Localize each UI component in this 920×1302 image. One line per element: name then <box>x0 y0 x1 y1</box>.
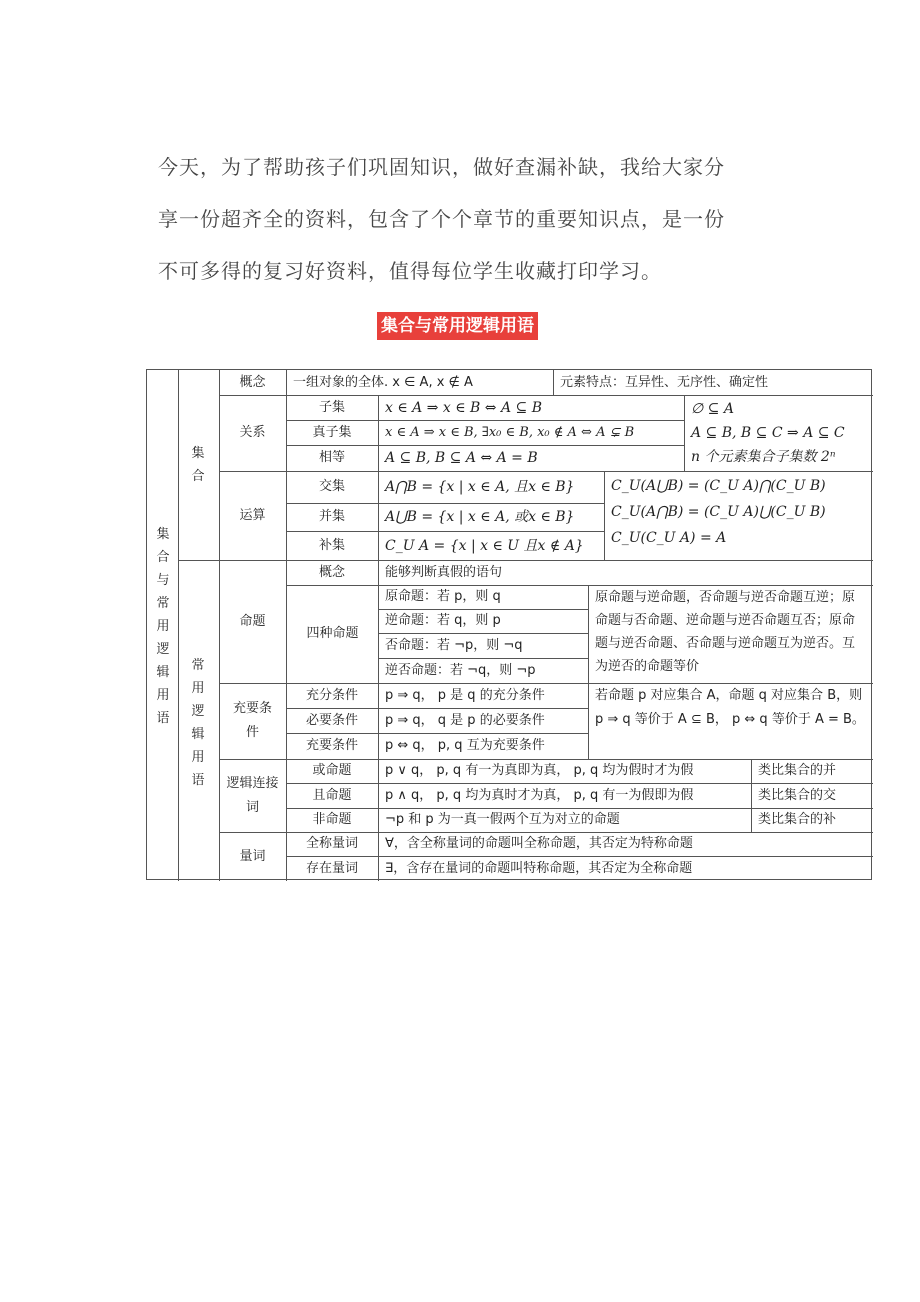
necessary-sufficient-def: p ⇔ q， p, q 互为充要条件 <box>385 738 545 753</box>
not-analogy: 类比集合的补 <box>758 812 837 827</box>
complement-definition: C_U A = {x | x ∈ U 且x ∉ A} <box>385 537 584 554</box>
complement-name: 补集 <box>318 537 345 553</box>
page-title: 集合与常用逻辑用语 <box>377 312 538 340</box>
sufficient-def: p ⇒ q， p 是 q 的充分条件 <box>385 687 545 703</box>
subset-name: 子集 <box>318 399 345 415</box>
intro-line: 今天，为了帮助孩子们巩固知识，做好查漏补缺，我给大家分 <box>158 155 725 179</box>
existential-def: ∃，含存在量词的命题叫特称命题，其否定为全称命题 <box>385 860 693 876</box>
original-proposition: 原命题：若 p，则 q <box>385 589 501 604</box>
operation-note: C_U(A⋃B) = (C_U A)⋂(C_U B) <box>611 478 826 494</box>
operation-label: 运算 <box>239 507 266 523</box>
operation-note: C_U(C_U A) = A <box>611 530 727 546</box>
or-def: p ∨ q， p, q 有一为真即为真， p, q 均为假时才为假 <box>385 763 694 778</box>
grid-line <box>588 585 589 759</box>
universal-def: ∀，含全称量词的命题叫全称命题，其否定为特称命题 <box>385 836 693 851</box>
connective-label: 逻辑连接词 <box>226 775 279 815</box>
logic-label: 常用逻辑用语 <box>191 658 205 788</box>
sufficient-name: 充分条件 <box>305 687 358 703</box>
proper-subset-name: 真子集 <box>312 424 352 440</box>
relation-note: ∅ ⊆ A <box>691 401 734 417</box>
and-def: p ∧ q， p, q 均为真时才为真， p, q 有一为假即为假 <box>385 787 694 803</box>
equal-name: 相等 <box>318 450 345 465</box>
condition-note: 若命题 p 对应集合 A，命题 q 对应集合 B，则 p ⇒ q 等价于 A ⊆ B， p ⇔ q 等价于 A = B。 <box>595 688 865 727</box>
prop-concept-name: 概念 <box>318 564 345 580</box>
and-name: 且命题 <box>312 787 352 803</box>
contrapositive-proposition: 逆否命题：若 ¬q，则 ¬p <box>385 662 536 678</box>
existential-name: 存在量词 <box>305 860 358 876</box>
and-analogy: 类比集合的交 <box>758 787 837 803</box>
converse-proposition: 逆命题：若 q，则 p <box>385 613 501 628</box>
necessary-name: 必要条件 <box>305 712 358 728</box>
quantifier-label: 量词 <box>239 848 266 864</box>
not-def: ¬p 和 p 为一真一假两个互为对立的命题 <box>385 812 620 827</box>
grid-line <box>178 370 179 881</box>
operation-notes <box>604 471 873 560</box>
root-label: 集合与常用逻辑用语 <box>156 527 170 726</box>
universal-name: 全称量词 <box>305 836 358 851</box>
proper-subset-definition: x ∈ A ⇒ x ∈ B, ∃x₀ ∈ B, x₀ ∉ A ⇔ A ⊊ B <box>385 424 635 440</box>
element-traits: 元素特点：互异性、无序性、确定性 <box>560 374 769 390</box>
relation-notes <box>684 395 873 471</box>
subset-definition: x ∈ A ⇒ x ∈ B ⇔ A ⊆ B <box>385 399 543 416</box>
concept-label: 概念 <box>239 374 266 390</box>
sets-label: 集合 <box>191 446 205 484</box>
intersection-name: 交集 <box>318 479 345 494</box>
concept-definition-text: 一组对象的全体. x ∈ A, x ∉ A <box>293 374 473 390</box>
union-definition: A⋃B = {x | x ∈ A, 或x ∈ B} <box>385 509 575 525</box>
prop-concept-def: 能够判断真假的语句 <box>385 564 503 580</box>
intro-line: 享一份超齐全的资料，包含了个个章节的重要知识点，是一份 <box>158 207 725 231</box>
relation-label: 关系 <box>239 425 266 440</box>
intro-line: 不可多得的复习好资料，值得每位学生收藏打印学习。 <box>158 259 662 283</box>
necessary-def: p ⇒ q， q 是 p 的必要条件 <box>385 712 545 728</box>
or-analogy: 类比集合的并 <box>758 763 837 778</box>
four-propositions-label: 四种命题 <box>306 626 359 641</box>
four-propositions-note: 原命题与逆命题，否命题与逆否命题互逆；原命题与否命题、逆命题与逆否命题互否；原命题与逆否命题、否命题与逆命题互为逆否。互为逆否的命题等价 <box>595 590 856 674</box>
proposition-label: 命题 <box>239 613 266 629</box>
concept-definition <box>286 370 553 395</box>
condition-label: 充要条件 <box>233 701 273 740</box>
equal-definition: A ⊆ B, B ⊆ A ⇔ A = B <box>385 450 538 466</box>
or-name: 或命题 <box>312 763 352 778</box>
inverse-proposition: 否命题：若 ¬p，则 ¬q <box>385 637 523 653</box>
summary-table <box>146 369 872 880</box>
operation-note: C_U(A⋂B) = (C_U A)⋃(C_U B) <box>611 504 826 520</box>
relation-note: n 个元素集合子集数 2ⁿ <box>691 449 836 465</box>
necessary-sufficient-name: 充要条件 <box>305 738 358 753</box>
intersection-definition: A⋂B = {x | x ∈ A, 且x ∈ B} <box>385 479 575 495</box>
not-name: 非命题 <box>312 812 352 827</box>
union-name: 并集 <box>318 509 345 524</box>
intro-paragraph <box>158 141 758 297</box>
relation-note: A ⊆ B, B ⊆ C ⇒ A ⊆ C <box>691 425 845 441</box>
